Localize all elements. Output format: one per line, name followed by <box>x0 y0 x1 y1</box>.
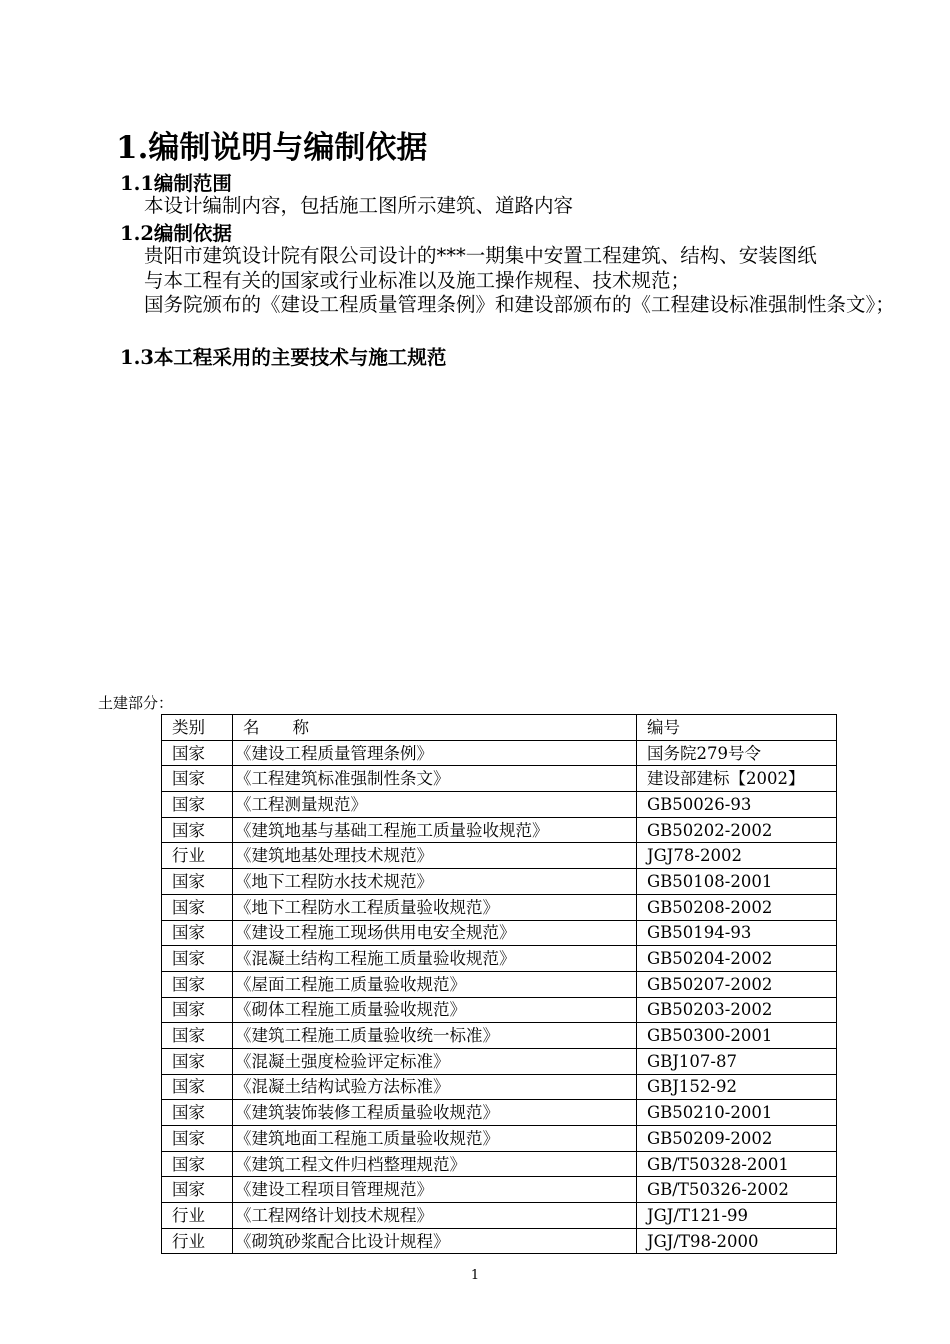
row-name: 《混凝土结构试验方法标准》 <box>233 1074 637 1100</box>
row-category: 国家 <box>162 1048 233 1074</box>
row-category: 国家 <box>162 1151 233 1177</box>
table-row <box>162 1074 837 1100</box>
table-row <box>162 971 837 997</box>
table-row <box>162 1023 837 1049</box>
table-caption: 土建部分： <box>98 694 174 712</box>
row-code: JGJ78-2002 <box>637 843 837 869</box>
row-name: 《建设工程施工现场供用电安全规范》 <box>233 920 637 946</box>
table-row <box>162 766 837 792</box>
row-code: GB50203-2002 <box>637 997 837 1023</box>
chapter-heading: 1.编制说明与编制依据 <box>116 130 428 166</box>
table-row <box>162 1126 837 1152</box>
basis-line-1: 贵阳市建筑设计院有限公司设计的***一期集中安置工程建筑、结构、安装图纸 <box>144 244 817 267</box>
header-category: 类别 <box>162 715 233 741</box>
row-category: 国家 <box>162 817 233 843</box>
row-category: 国家 <box>162 1023 233 1049</box>
table-row <box>162 894 837 920</box>
table-row <box>162 843 837 869</box>
row-name: 《建设工程项目管理规范》 <box>233 1177 637 1203</box>
table-row <box>162 792 837 818</box>
table-row <box>162 997 837 1023</box>
header-name: 名 称 <box>233 715 637 741</box>
table-row <box>162 740 837 766</box>
row-name: 《工程网络计划技术规程》 <box>233 1203 637 1229</box>
row-category: 国家 <box>162 1126 233 1152</box>
page-number: 1 <box>470 1268 480 1283</box>
row-name: 《工程测量规范》 <box>233 792 637 818</box>
row-category: 国家 <box>162 1074 233 1100</box>
row-code: GB50204-2002 <box>637 946 837 972</box>
row-name: 《地下工程防水工程质量验收规范》 <box>233 894 637 920</box>
row-code: GB50300-2001 <box>637 1023 837 1049</box>
table-row <box>162 1203 837 1229</box>
table-row <box>162 869 837 895</box>
row-name: 《屋面工程施工质量验收规范》 <box>233 971 637 997</box>
row-category: 国家 <box>162 869 233 895</box>
header-code: 编号 <box>637 715 837 741</box>
row-code: GB50207-2002 <box>637 971 837 997</box>
row-category: 国家 <box>162 894 233 920</box>
table-row <box>162 1177 837 1203</box>
row-code: GB50208-2002 <box>637 894 837 920</box>
row-category: 国家 <box>162 1100 233 1126</box>
row-category: 国家 <box>162 1177 233 1203</box>
section-1-3-title: 1.3本工程采用的主要技术与施工规范 <box>120 346 447 369</box>
row-category: 国家 <box>162 766 233 792</box>
standards-table <box>161 714 837 1254</box>
row-category: 国家 <box>162 740 233 766</box>
row-name: 《工程建筑标准强制性条文》 <box>233 766 637 792</box>
row-name: 《建筑地基处理技术规范》 <box>233 843 637 869</box>
basis-line-3: 国务院颁布的《建设工程质量管理条例》和建设部颁布的《工程建设标准强制性条文》； <box>144 293 895 316</box>
table-row <box>162 920 837 946</box>
row-name: 《地下工程防水技术规范》 <box>233 869 637 895</box>
table-row <box>162 1100 837 1126</box>
row-code: GBJ107-87 <box>637 1048 837 1074</box>
row-name: 《砌筑砂浆配合比设计规程》 <box>233 1228 637 1254</box>
row-code: GBJ152-92 <box>637 1074 837 1100</box>
row-name: 《混凝土结构工程施工质量验收规范》 <box>233 946 637 972</box>
row-code: GB50026-93 <box>637 792 837 818</box>
row-code: GB/T50328-2001 <box>637 1151 837 1177</box>
row-code: GB50108-2001 <box>637 869 837 895</box>
row-name: 《建筑地面工程施工质量验收规范》 <box>233 1126 637 1152</box>
section-1-2-title: 1.2编制依据 <box>120 222 232 245</box>
row-code: GB50202-2002 <box>637 817 837 843</box>
table-row <box>162 1048 837 1074</box>
row-category: 国家 <box>162 920 233 946</box>
row-name: 《砌体工程施工质量验收规范》 <box>233 997 637 1023</box>
table-row <box>162 817 837 843</box>
row-code: GB50210-2001 <box>637 1100 837 1126</box>
row-code: GB50209-2002 <box>637 1126 837 1152</box>
table-row <box>162 1228 837 1254</box>
row-code: 国务院279号令 <box>637 740 837 766</box>
table-row <box>162 1151 837 1177</box>
row-category: 行业 <box>162 1228 233 1254</box>
row-name: 《建筑地基与基础工程施工质量验收规范》 <box>233 817 637 843</box>
row-name: 《建设工程质量管理条例》 <box>233 740 637 766</box>
row-name: 《建筑装饰装修工程质量验收规范》 <box>233 1100 637 1126</box>
row-code: GB50194-93 <box>637 920 837 946</box>
row-name: 《建筑工程文件归档整理规范》 <box>233 1151 637 1177</box>
section-1-1-text: 本设计编制内容，包括施工图所示建筑、道路内容 <box>144 194 574 217</box>
basis-line-2: 与本工程有关的国家或行业标准以及施工操作规程、技术规范； <box>144 269 691 292</box>
row-category: 国家 <box>162 792 233 818</box>
row-code: JGJ/T98-2000 <box>637 1228 837 1254</box>
table-header-row <box>162 715 837 741</box>
row-code: JGJ/T121-99 <box>637 1203 837 1229</box>
row-category: 国家 <box>162 971 233 997</box>
row-category: 行业 <box>162 1203 233 1229</box>
section-1-1-title: 1.1编制范围 <box>120 172 232 195</box>
row-name: 《混凝土强度检验评定标准》 <box>233 1048 637 1074</box>
table-row <box>162 946 837 972</box>
row-category: 国家 <box>162 997 233 1023</box>
row-code: 建设部建标【2002】 <box>637 766 837 792</box>
row-category: 行业 <box>162 843 233 869</box>
row-category: 国家 <box>162 946 233 972</box>
row-name: 《建筑工程施工质量验收统一标准》 <box>233 1023 637 1049</box>
row-code: GB/T50326-2002 <box>637 1177 837 1203</box>
